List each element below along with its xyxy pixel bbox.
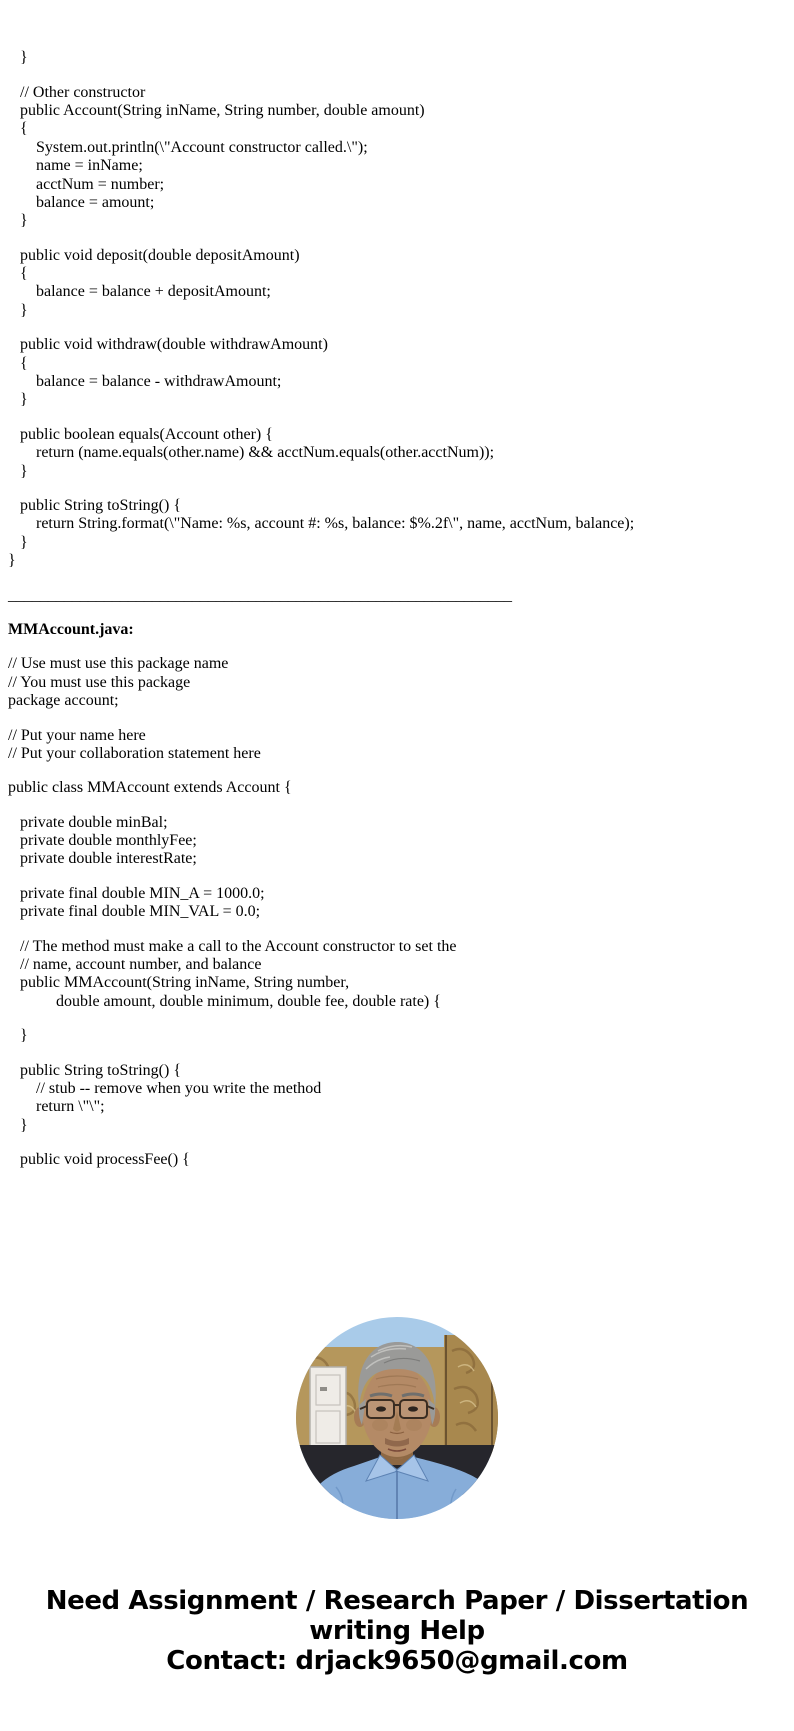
code-paragraph: }: [8, 49, 28, 67]
promo-block: [8, 1586, 786, 1676]
code-paragraph: public class MMAccount extends Account {: [8, 779, 292, 797]
section-divider: _______________________________________________________________: [8, 586, 512, 604]
photo-panel: [310, 1367, 346, 1451]
code-paragraph: private double minBal; private double monthlyFee; private double interestRate;: [8, 813, 197, 868]
code-paragraph: }: [8, 1027, 28, 1045]
code-paragraph: // Put your name here // Put your collaboration statement here: [8, 726, 261, 762]
code-sections: [8, 49, 786, 1169]
profile-photo-wrap: [296, 1281, 498, 1483]
code-paragraph: private final double MIN_A = 1000.0; private final double MIN_VAL = 0.0;: [8, 884, 265, 921]
code-paragraph: public boolean equals(Account other) { return (name.equals(other.name) && acctNum.equals(other.acctNum)); }: [8, 425, 495, 480]
code-paragraph: public void processFee() {: [8, 1151, 190, 1169]
promo-line-1: Need Assignment / Research Paper / Dissertation: [45, 1585, 749, 1616]
document-body: [8, 0, 786, 1731]
code-paragraph: public void withdraw(double withdrawAmount) { balance = balance - withdrawAmount; }: [8, 336, 328, 409]
profile-photo: [296, 1317, 498, 1519]
code-paragraph: public void deposit(double depositAmount) { balance = balance + depositAmount; }: [8, 246, 300, 319]
code-paragraph: public String toString() { // stub -- remove when you write the method return \"\"; }: [8, 1061, 322, 1134]
code-paragraph: // The method must make a call to the Account constructor to set the // name, account number, and balance public MMAccount(String inName, String number, double amount, double minimum, double fee, double rate) {: [8, 937, 457, 1010]
code-paragraph: // Use must use this package name // You must use this package package account;: [8, 655, 229, 710]
code-paragraph: // Other constructor public Account(String inName, String number, double amount) { System.out.println(\"Account constructor called.\"); name = inName; acctNum = number; balance = amount; }: [8, 83, 425, 230]
file-heading: MMAccount.java:: [8, 620, 134, 638]
promo-line-2: writing Help: [309, 1615, 485, 1646]
promo-contact-email: Contact: drjack9650@gmail.com: [166, 1645, 628, 1676]
code-paragraph: public String toString() { return String.format(\"Name: %s, account #: %s, balance: $%.2f\", name, acctNum, balance); } }: [8, 496, 635, 570]
